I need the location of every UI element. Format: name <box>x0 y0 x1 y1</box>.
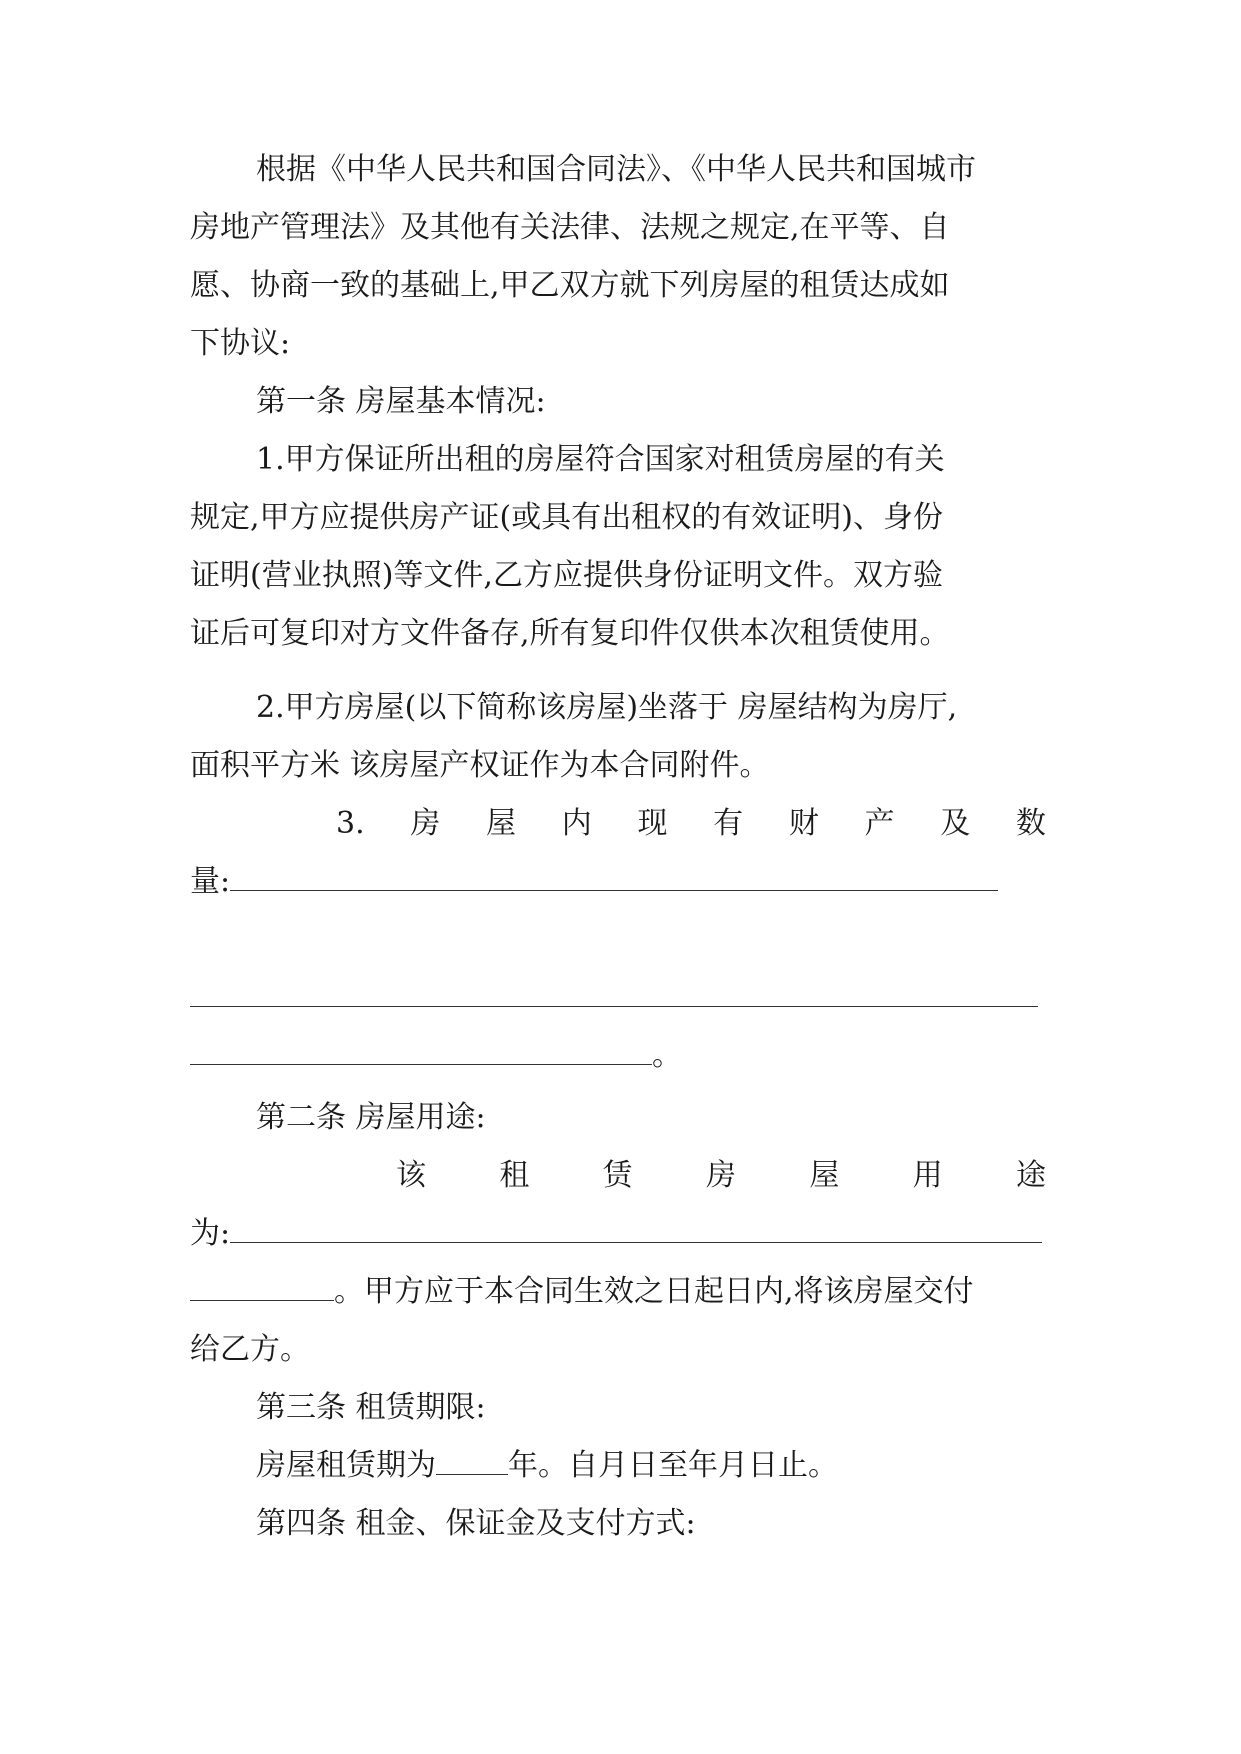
item-3-word: 有 <box>713 806 744 841</box>
blank-line <box>190 978 1038 1007</box>
article-2-word: 该 <box>396 1158 426 1193</box>
item-3-word: 财 <box>788 806 819 841</box>
blank-line <box>230 1214 1042 1243</box>
article-2-line-1 <box>396 1156 1046 1196</box>
article-2-word: 租 <box>499 1158 530 1193</box>
article-2-heading: 第二条 房屋用途: <box>256 1100 486 1135</box>
article-4-heading: 第四条 租金、保证金及支付方式: <box>256 1506 696 1541</box>
article-2-line-3 <box>190 1272 974 1312</box>
intro-line-1: 根据《中华人民共和国合同法》、《中华人民共和国城市 <box>256 152 976 187</box>
item-3-word: 产 <box>864 806 895 841</box>
item-3-word: 3. <box>336 806 365 841</box>
item-3-suffix: 。 <box>652 1038 682 1073</box>
item-3-word: 及 <box>940 806 971 841</box>
article-1-item-3-line-3 <box>190 978 1038 1018</box>
article-1-item-3-line-4 <box>190 1036 682 1076</box>
blank-line <box>190 1272 334 1301</box>
item-3-word: 现 <box>637 806 668 841</box>
item-3-word: 内 <box>561 806 592 841</box>
article-1-heading: 第一条 房屋基本情况: <box>256 384 546 419</box>
article-2-word: 赁 <box>602 1158 633 1193</box>
article-2-word: 途 <box>1015 1158 1046 1193</box>
article-2-prefix: 为: <box>190 1216 231 1251</box>
blank-line <box>436 1446 508 1475</box>
item-3-prefix: 量: <box>190 864 231 899</box>
term-suffix: 年。自月日至年月日止。 <box>508 1448 838 1483</box>
article-1-item-1-line-2: 规定,甲方应提供房产证(或具有出租权的有效证明)、身份 <box>190 500 943 535</box>
item-3-word: 屋 <box>486 806 517 841</box>
item-3-word: 房 <box>410 806 441 841</box>
article-1-item-1-line-1: 1.甲方保证所出租的房屋符合国家对租赁房屋的有关 <box>256 442 945 477</box>
article-1-item-3-line-2 <box>190 862 998 902</box>
intro-line-3: 愿、协商一致的基础上,甲乙双方就下列房屋的租赁达成如 <box>190 268 950 303</box>
article-2-line-2 <box>190 1214 1042 1254</box>
article-2-word: 屋 <box>809 1158 840 1193</box>
article-1-item-1-line-4: 证后可复印对方文件备存,所有复印件仅供本次租赁使用。 <box>190 616 950 651</box>
blank-line <box>190 1036 652 1065</box>
intro-line-2: 房地产管理法》及其他有关法律、法规之规定,在平等、自 <box>190 210 950 245</box>
article-1-item-1-line-3: 证明(营业执照)等文件,乙方应提供身份证明文件。双方验 <box>190 558 943 593</box>
article-3-heading: 第三条 租赁期限: <box>256 1390 486 1425</box>
article-2-line-3-text: 。甲方应于本合同生效之日起日内,将该房屋交付 <box>334 1274 974 1309</box>
article-1-item-2-line-2: 面积平方米 该房屋产权证作为本合同附件。 <box>190 748 770 783</box>
article-1-item-3-line-1 <box>336 804 1046 844</box>
blank-line <box>230 862 998 891</box>
intro-line-4: 下协议: <box>190 326 291 361</box>
article-1-item-2-line-1: 2.甲方房屋(以下简称该房屋)坐落于 房屋结构为房厅, <box>256 690 958 725</box>
article-2-word: 用 <box>912 1158 943 1193</box>
term-prefix: 房屋租赁期为 <box>256 1448 436 1483</box>
article-2-line-4: 给乙方。 <box>190 1332 310 1367</box>
article-3-term <box>256 1446 838 1486</box>
article-2-word: 房 <box>705 1158 736 1193</box>
item-3-word: 数 <box>1015 806 1046 841</box>
